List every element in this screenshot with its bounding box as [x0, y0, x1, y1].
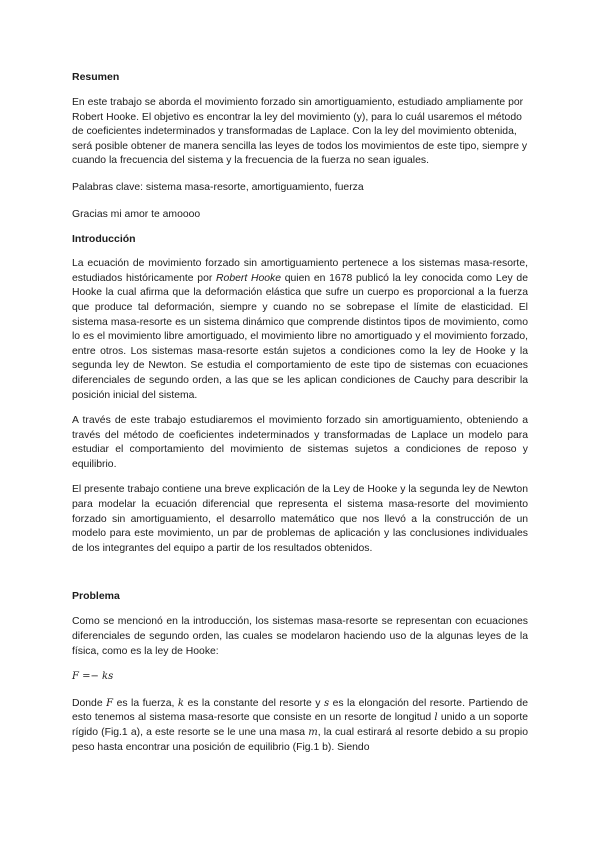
intro-paragraph-1: [72, 257, 528, 403]
p2-text-3: es la constante del resorte y: [183, 697, 324, 709]
p2-text-2: es la fuerza,: [113, 697, 178, 709]
robert-hooke-name: Robert Hooke: [216, 272, 281, 284]
variable-k: k: [177, 697, 184, 709]
resumen-heading: Resumen: [72, 71, 120, 83]
resumen-paragraph: En este trabajo se aborda el movimiento forzado sin amortiguamiento, estudiado ampliamente por Robert Hooke. El objetivo es encontrar la ley del movimiento (y), para lo cuál usaremos el método de coeficientes indeterminados y transformadas de Laplace. Con la ley del movimiento obtenida, será posible obtener de manera sencilla las leyes de todos los movimientos de este tipo, siempre y cuando la frecuencia del sistema y la frecuencia de la fuerza no sean iguales.: [72, 97, 528, 167]
problema-paragraph-2: [72, 697, 528, 755]
intro-p1-text-a: La ecuación de movimiento forzado sin amortiguamiento pertenece a los sistemas masa-resorte, estudiados históricamente por: [72, 258, 528, 284]
variable-m: m: [308, 727, 318, 738]
p2-text-1: Donde: [72, 697, 107, 709]
p2-text-5: unido a un soporte rígido (Fig.1 a), a este resorte se le une una masa: [72, 712, 529, 738]
p2-text-6: , la cual estirará al resorte debido a su propio peso hasta encontrar una posición de equilibrio (Fig.1 b). Siendo: [72, 727, 528, 753]
introduccion-heading: Introducción: [72, 233, 136, 246]
intro-p1-text-b: quien en 1678 publicó la ley conocida como Ley de Hooke la cual afirma que la deformación elástica que sufre un cuerpo es proporcional a la fuerza que produce tal deformación, siempre y cuando no se sobrepase el límite de elasticidad. El sistema masa-resorte es un sistema dinámico que comprende distintos tipos de movimiento, como lo es el movimiento libre amortiguado, el movimiento libre no amortiguado y el movimiento forzado, entre otros. Los sistemas masa-resorte están sujetos a condiciones como la ley de Hooke y la segunda ley de Newton. Se estudia el comportamiento de este tipo de sistemas con ecuaciones diferenciales de segundo orden, a las que se les aplican condiciones de Cauchy para describir la posición inicial del sistema.: [72, 272, 528, 401]
variable-s: s: [323, 697, 330, 709]
p2-text-4: es la elongación del resorte. Partiendo de esto tenemos al sistema masa-resorte que consiste en un resorte de longitud: [72, 697, 528, 724]
problema-paragraph-1: Como se mencionó en la introducción, los sistemas masa-resorte se representan con ecuaciones diferenciales de segundo orden, las cuales se modelaron haciendo uso de la algunas leyes de la física, como es la ley de Hooke:: [72, 616, 528, 657]
hooke-equation-text: F =− ks: [72, 671, 114, 683]
intro-paragraph-3: El presente trabajo contiene una breve explicación de la Ley de Hooke y la segunda ley de Newton para modelar la ecuación diferencial que representa el sistema masa-resorte del movimiento forzado sin amortiguamiento, el desarrollo matemático que nos llevó a la construcción de un modelo para este movimiento, un par de problemas de aplicación y las conclusiones individuales de los integrantes del equipo a partir de los resultados obtenidos.: [72, 484, 528, 554]
variable-F: F: [106, 697, 114, 709]
intro-paragraph-2: A través de este trabajo estudiaremos el movimiento forzado sin amortiguamiento, obteniendo a través del método de coeficientes indeterminados y transformadas de Laplace un modelo para estudiar el comportamiento del movimiento de sistemas sujetos a condiciones de reposo y equilibrio.: [72, 415, 528, 470]
keywords-line: Palabras clave: sistema masa-resorte, amortiguamiento, fuerza: [72, 181, 364, 193]
note-line: Gracias mi amor te amoooo: [72, 208, 201, 220]
problema-heading: Problema: [72, 590, 120, 603]
hooke-equation: [72, 670, 528, 685]
variable-l: l: [434, 712, 438, 724]
